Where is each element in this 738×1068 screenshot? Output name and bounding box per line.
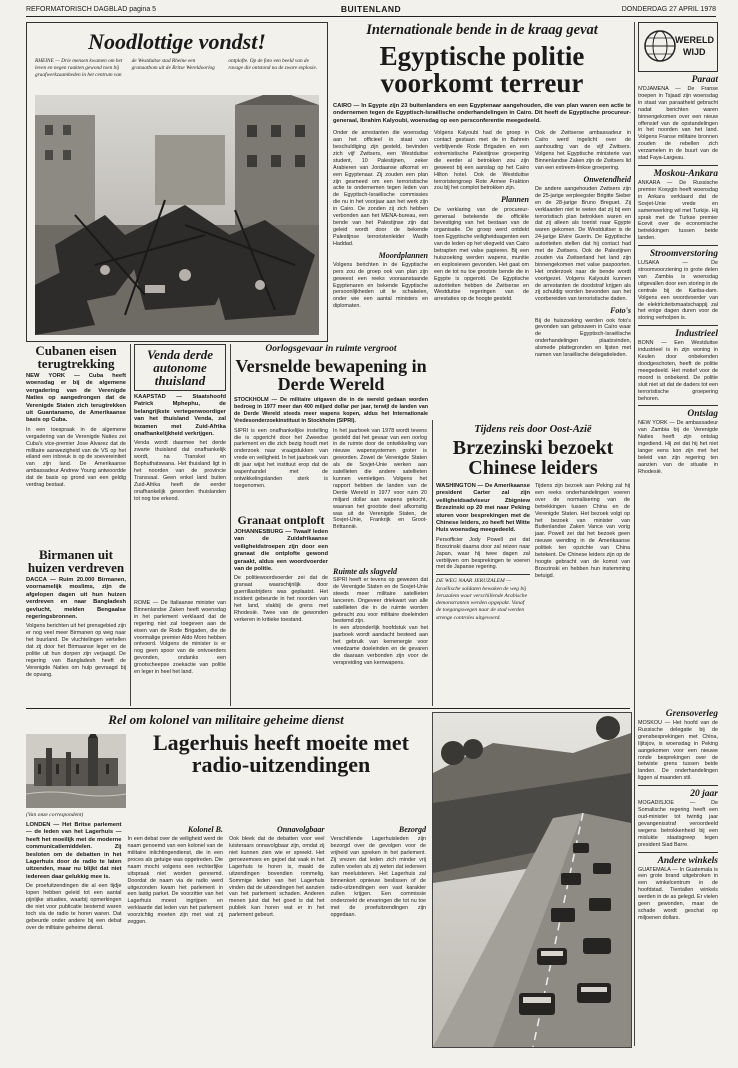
body: Volgens berichten uit het grensgebied zijn er nog veel meer Birmanen op weg naar het buurland. De vluchtelingen vertellen dat zij door het Birmaanse leger en de politie uit hun dorpen zijn verjaagd. De regering van Bangladesh heeft de Verenigde Naties om hulp gevraagd bij de opvang. [26, 623, 126, 678]
body-paragraph: De verklaring van de procureur-generaal betekende de officiële bevestiging van het bestaan van de organisatie. De groep werd ontdekt toen Egyptische veiligheidsagenten een van de leden op het vliegveld van Cairo betrapten met valse papieren. Bij een huiszoeking werden wapens, munitie en explosieven gevonden. [434, 206, 529, 268]
column-2 [128, 822, 224, 932]
body-paragraph: Volgens het rapport hebben de landen van de Derde Wereld in 1977 voor ruim 20 miljard dollar aan wapens gekocht, waarvan het grootste deel afkomstig was uit de Verenigde Staten, de Sovjet-Unie, Frankrijk en Groot-Brittannië. [333, 475, 427, 531]
subheading-onnavolgbaar: Onnavolgbaar [276, 825, 325, 834]
rail-body-moskou-ankara: ANKARA — De Russische premier Kosygin heeft woensdag in Ankara verklaard dat de Sovjet-Unie vrede en samenwerking wil met Turkije. Hij sprak met de Turkse premier Ecevit over de economische betrekkingen tussen beide landen. [638, 179, 718, 242]
article-lagerhuis [26, 712, 426, 1052]
body-paragraph: Bij de huiszoeking werden ook foto's gevonden van gebouwen in Caïro waar de Egyptisch-Israëlische onderhandelingen plaatsvinden, alsmede plattegronden en lijsten met namen van Israëlische delegatieleden. [535, 317, 631, 359]
subheading-onwetendheid: Onwetendheid [583, 174, 631, 184]
body-paragraph: Volgens Kalyoubi had de groep in contact gestaan met de in Bahrein verblijvende Rode Brigaden en een extremistische Palestijnse groepering die eerder al betrokken zou zijn geweest bij een aanslag op het Caïro Hilton hotel. Ook de Westduitse terroristengroep Rote Armee Fraktion zou bij het complot betrokken zijn. [434, 130, 529, 192]
lede: DACCA — Ruim 20.000 Birmanen, voornamelijk moslims, zijn de afgelopen dagen uit hun huizen verdreven en naar Bangladesh gevlucht, melden Bengaalse regeringsbronnen. [26, 577, 126, 621]
body-paragraph: De proefuitzendingen die al een tijdje lopen hebben geleid tot een aantal pijnlijke situaties, waarbij opmerkingen die niet voor publicatie bestemd waren toch via de radio te horen waren. Dat gebeurde onder andere bij een debat over de militaire geheime dienst. [26, 883, 122, 931]
headline: Brzezinski bezoekt Chinese leiders [452, 437, 614, 479]
body-paragraph: Ook de Zwitserse ambassadeur in Caïro werd ingelicht over de aanhouding van de vijf Zwitsers. Volgens het Egyptische ministerie van Binnenlandse Zaken zijn de Zwitsers lid van een extreem-linkse groepering. [535, 130, 631, 171]
rail-body-grensoverleg: MOSKOU — Het hoofd van de Russische delegatie bij de grensbesprekingen met China, Iljitsjov, is woensdag in Peking aangekomen voor een nieuwe ronde besprekingen over de betwiste grens tussen beide landen. De onderhandelingen liggen al maanden stil. [638, 720, 718, 782]
rail-heading-paraat: Paraat [691, 75, 718, 85]
headline: Lagerhuis heeft moeite met radio-uitzendingen [153, 730, 409, 777]
header-paper-name: REFORMATORISCH DAGBLAD pagina 5 [26, 6, 157, 13]
body: Venda wordt daarmee het derde zwarte thuisland dat onafhankelijk wordt, na Transkei en Bophuthatswana. Het thuisland ligt in het noorden van de provincie Transvaal. Geen enkel land buiten Zuid-Afrika heeft de eerder onafhankelijk geworden thuislanden tot nog toe erkend. [134, 440, 226, 502]
column-1 [436, 483, 530, 622]
article-rome-brief [134, 600, 226, 706]
road-traffic-photo [432, 712, 632, 1048]
headline: Granaat ontploft [237, 514, 325, 527]
rail-heading-grensoverleg: Grensoverleg [665, 709, 718, 719]
headline: Egyptische politie voorkomt terreur [379, 41, 585, 98]
body-paragraph: Tijdens zijn bezoek aan Peking zal hij een reeks onderhandelingen voeren over de normalisering van de betrekkingen tussen China en de Verenigde Staten. Het bezoek volgt op het bezoek van minister van Buitenlandse Zaken Vance van vorig jaar. [535, 483, 630, 538]
rail-body-paraat: N'DJAMENA — De Franse troepen in Tsjaad zijn woensdag in staat van paraatheid gebracht nadat berichten waren binnengekomen over een nieuw offensief van de opstandelingen in het noorden van het land. Volgens Franse militaire bronnen zouden de rebellen zich verzamelen in de buurt van de stad Faya-Largeau. [638, 86, 718, 162]
lede: JOHANNESBURG — Twaalf leden van de Zuidafrikaanse veiligheidstroepen zijn door een granaat die ontplofte gewond geraakt, aldus een woordvoerder van de politie. [234, 529, 328, 573]
body: ROME — De Italiaanse minister van Binnenlandse Zaken heeft woensdag in het parlement verklaard dat de regering niet zal toegeven aan de eisen van de Rode Brigaden, die de voormalige premier Aldo Moro hebben ontvoerd. Volgens de minister is er nog geen spoor van de ontvoerders gevonden, ondanks een grootscheepse zoekactie van politie en leger in heel het land. [134, 600, 226, 676]
column-1 [26, 822, 122, 932]
road-traffic-image [433, 713, 631, 1047]
body-paragraph: Het Lagerhuis zal binnenkort opnieuw beslissen of de radio-uitzendingen een vast karakter zullen krijgen. Een commissie onderzoekt de ervaringen die tot nu toe met de proefuitzendingen zijn opgedaan. [330, 870, 426, 919]
column-4 [331, 822, 427, 932]
parliament-photo [26, 734, 126, 808]
header-date: DONDERDAG 27 APRIL 1978 [621, 6, 716, 13]
lede: LONDEN — Het Britse parlement — de leden van het Lagerhuis — heeft het moeilijk met de moderne communicatiemiddelen. Zij besloten om de debatten in het Lagerhuis door de radio te laten uitzenden, maar nu blijkt dat niet iedereen daar gelukkig mee is. [26, 822, 122, 880]
subheading-ruimte: Ruimte als slagveld [333, 567, 397, 576]
body: De politiewoordvoerder zei dat de granaat waarschijnlijk door guerrillastrijders was geplaatst. Het incident gebeurde in het noorden van het land, vlakbij de grens met Rhodesië. Twee van de gewonden verkeren in kritieke toestand. [234, 575, 328, 623]
column-2 [535, 483, 630, 622]
body-paragraph: Doordat de naam via de radio werd uitgezonden kwam het parlement in een lastig parket. De voorzitter van het Lagerhuis moest ingrijpen en verklaarde dat leden van het parlement voorzichtig moeten zijn met wat zij zeggen. [127, 877, 223, 926]
subheading-moordplannen: Moordplannen [378, 250, 428, 260]
page-header [26, 4, 716, 17]
headline: Venda derde autonome thuisland [146, 347, 214, 388]
photo-caption: DE WEG NAAR JERUZALEM — Israëlische soldaten bewaken de weg bij Jeruzalem waar verschillende Arabische demonstranten werden opgepakt. Vanaf de toegangswegen naar de stad werden strenge controles uitgevoerd. [436, 578, 528, 621]
article-granaat [234, 514, 328, 704]
parliament-image [26, 734, 126, 808]
explosion-photo-image [35, 95, 319, 335]
headline: Versnelde bewapening in Derde Wereld [235, 356, 427, 394]
article-cubanen [26, 344, 126, 544]
rail-heading-industrieel: Industrieel [675, 329, 718, 340]
logo-text-wijd: WIJD [683, 47, 706, 57]
headline: Birmanen uit huizen verdreven [27, 548, 125, 575]
subheading-fotos: Foto's [610, 306, 631, 316]
subheading-kolonel: Kolonel B. [187, 825, 223, 834]
rail-heading-moskou-ankara: Moskou-Ankara [653, 168, 718, 179]
subheading-bezorgd: Bezorgd [398, 825, 426, 834]
rail-body-industrieel: BONN — Een Westduitse industrieel is in zijn woning in Keulen door onbekenden doodgeschoten, heeft de politie meegedeeld. Het motief voor de moord is onbekend. De politie sluit niet uit dat de daders tot een terroristische groepering behoren. [638, 340, 718, 402]
body-paragraph: In een debat over de veiligheid werd de naam genoemd van een kolonel van de militaire inlichtingendienst, die in een proces als getuige was opgetreden. Die naam mocht volgens een rechterlijke uitspraak niet worden genoemd. [127, 836, 223, 877]
column-3 [535, 130, 631, 390]
column-3 [229, 822, 325, 932]
body-paragraph: SIPRI is een onafhankelijke instelling die is opgericht door het Zweedse parlement en die zich bezig houdt met onderzoek naar vraagstukken van vrede en veiligheid. In het jaarboek van dit jaar wijst het instituut erop dat de wapenhandel met de ontwikkelingslanden sterk is toegenomen. [234, 427, 328, 489]
kicker: Internationale bende in de kraag gevat [366, 22, 598, 38]
body-paragraph: Het onderzoek naar de bende wordt voortgezet. Volgens Kalyoubi kunnen de arrestanten de doodstraf krijgen als zij schuldig worden bevonden aan het voorbereiden van terroristische daden. [535, 268, 631, 303]
right-news-rail-lower [638, 706, 718, 1046]
rail-heading-andere-winkels: Andere winkels [657, 855, 718, 866]
rail-body-andere-winkels: GUATEMALA — In Guatemala is een grote brand uitgebroken in een winkelcentrum in de hoofdstad. Tientallen winkels werden in de as gelegd. Er vielen geen gewonden, maar de schade wordt geschat op miljoenen dollars. [638, 866, 718, 921]
article-birmanen [26, 548, 126, 708]
article-noodlottige-vondst [26, 22, 328, 342]
kicker: Rel om kolonel van militaire geheime dienst [108, 712, 344, 727]
body-paragraph: De andere aangehouden Zwitsers zijn de 25-jarige verpleegster Brigitte Sieber en de 28-jarige Bruno Breguet. Zij verklaarden niet te weten dat zij bij een terroristisch plan betrokken waren en dat zij alleen als toerist naar Egypte waren gekomen. [535, 185, 631, 234]
lede: NEW YORK — Cuba heeft woensdag er bij de algemene vergadering van de Verenigde Naties op aangedrongen dat de Verenigde Staten zich terugtrekken uit Guantanamo, de Amerikaanse basis op Cuba. [26, 373, 126, 424]
body-paragraph: Persofficier Jody Powell zei dat Brzezinski daarna door zal reizen naar Japan, waar hij twee dagen zal verblijven om besprekingen te voeren met de Japanse regering. [436, 536, 530, 571]
body-paragraph: De Westduitser is de 24-jarige Elvire Guerin. De Egyptische autoriteiten stellen dat hij contact had met de Zwitsers. Ook de Palestijnen zouden via Zwitserland het land zijn binnengekomen met valse paspoorten. [535, 227, 631, 268]
lede: WASHINGTON — De Amerikaanse president Carter zal zijn veiligheidsadviseur Zbigniew Brzezinski op 20 mei naar Peking sturen voor besprekingen met de Chinese leiders, zo heeft het Witte Huis woensdag meegedeeld. [436, 483, 531, 534]
correspondent-line: (Van onze correspondent) [26, 812, 84, 818]
body-paragraph: Sommige leden van het Lagerhuis vinden dat de uitzendingen het aanzien van het parlement schaden. Anderen menen juist dat het goed is dat het publiek kan horen wat er in het parlement gebeurt. [229, 877, 325, 919]
column-2 [333, 428, 427, 532]
article-derde-wereld [234, 344, 428, 706]
logo-text-wereld: WERELD [675, 35, 714, 45]
kicker: Oorlogsgevaar in ruimte vergroot [265, 344, 397, 354]
body-paragraph: Onder de arrestanten die woensdag aan het officieel in staat van beschuldiging zijn gesteld, bevinden zich vijf Zwitsers, een Westduitse student, 10 Palestijnen, zeker Arabieren van Jordaanse afkomst en een Egyptenaar. Zij zouden een plan zijn gesmeed om een terroristische actie te ondernemen tegen leden van de Egyptisch-Israëlische commissies die nu in het voorjaar aan het werk zijn in Cairo. De zonden zij zich hebben verbonden aan het MENA-bureau, een bende van het Palestijnse zijn dat geleid wordt door de bekende Palestijnse terroristenleider Wadih Haddad. [333, 130, 428, 247]
rail-body-stroomverstoring: LUSAKA — De stroomvoorziening in grote delen van Zambia is woensdag uitgevallen door een storing in de centrale bij de Kariba-dam. Volgens een woordvoerder van de elektriciteitsmaatschappij zal het enige dagen duren voor de storing verholpen is. [638, 260, 718, 322]
article-brzezinski [436, 424, 630, 706]
column-2 [434, 130, 529, 390]
right-news-rail [638, 22, 718, 702]
headline: Cubanen eisen terugtrekking [35, 344, 117, 371]
body-paragraph: Het gaat om een de tot nu toe grootste bende die in Egypte is opgerold. De Egyptische autoriteiten hebben de Zwitserse en Westduitse regeringen van de arrestaties op de hoogte gesteld. [434, 261, 529, 303]
body-paragraph: In het jaarboek van 1978 wordt tevens gesteld dat het gevaar van een oorlog in de ruimte door de ontwikkeling van nieuwe wapensystemen groter is geworden. Zowel de Verenigde Staten als de Sovjet-Unie werken aan satellieten die andere satellieten kunnen vernietigen. [333, 427, 427, 482]
lede: KAAPSTAD — Staatshoofd Patrick Mphephu, de belangrijkste vertegenwoordiger van het thuisland Venda, zal tezamen met Zuid-Afrika onafhankelijkheid verkrijgen. [134, 394, 226, 438]
body-paragraph: Volgens berichten in de Egyptische pers zou de groep ook van plan zijn geweest een reeks vooraanstaande Egyptenaren en bekende Egyptische persoonlijkheden uit te schakelen, onder wie een aantal ministers en diplomaten. [333, 261, 428, 310]
photo-caption: RHEINE — Drie mensen kwamen om het leven en negen raakten gewond toen bij graafwerkzaamheden in het centrum van de Westduitse stad Rheine een granaatbom uit de Britse Wereldoorlog ontplofte. Op de foto een beeld van de ravage die ontstond na de zware explosie. [35, 58, 318, 78]
body-paragraph: In een afzonderlijk hoofdstuk van het jaarboek wordt aandacht besteed aan het gebruik van kernenergie voor vreedzame doeleinden en de gevaren die daaraan verbonden zijn voor de verspreiding van kernwapens. [333, 625, 428, 666]
header-section: BUITENLAND [340, 4, 402, 14]
body-paragraph: Ook bleek dat de debatten voor veel luisteraars onnavolgbaar zijn, omdat zij niet kunnen zien wie er spreekt. Het geroezemoes en gejoel dat vaak in het Lagerhuis te horen is, maakt de uitzendingen bovendien rommelig. [229, 836, 325, 877]
body: In een toespraak in de algemene vergadering van de Verenigde Naties zei Cuba's vice-premier Jose Alvarez dat de militaire aanwezigheid van de VS op het eiland een inbreuk is op de soevereiniteit van zijn land. De Amerikaanse ambassadeur Andrew Young antwoordde dat de basis op grond van een geldig verdrag bestaat. [26, 426, 126, 489]
rail-body-20-jaar: MOGADISJOE — De Somalische regering heeft een oud-minister tot twintig jaar gevangenisstraf veroordeeld wegens betrokkenheid bij een mislukte staatsgreep tegen president Siad Barre. [638, 800, 718, 848]
rail-heading-ontslag: Ontslag [687, 409, 718, 420]
lede: STOCKHOLM — De militaire uitgaven die in de wereld gedaan worden bedroeg in 1977 meer dan 400 miljard dollar per jaar, terwijl de landen van de Derde Wereld steeds meer wapens kopen, aldus het Internationale Vredesonderzoekinstituut in Stockholm (SIPRI). [234, 397, 428, 424]
explosion-photo [35, 95, 319, 335]
body-paragraph: Verschillende Lagerhuisleden zijn bezorgd over de gevolgen voor de vrijheid van spreken in het parlement. Zij vrezen dat leden zich minder vrij zullen voelen als zij weten dat iedereen kan meeluisteren. [330, 836, 426, 877]
body-paragraph: SIPRI heeft er tevens op gewezen dat de Verenigde Staten en de Sovjet-Unie steeds meer militaire satellieten lanceren. Ongeveer driekwart van alle satellieten die in de ruimte worden gebracht zou voor militaire doeleinden bestemd zijn. [333, 577, 428, 625]
globe-icon [643, 29, 677, 63]
rail-body-ontslag: NEW YORK — De ambassadeur van Zambia bij de Verenigde Naties heeft zijn ontslag ingediend. Hij zei dat hij het niet langer eens kon zijn met het beleid van zijn regering ten aanzien van de situatie in Rhodesië. [638, 420, 718, 475]
article-venda [134, 344, 226, 594]
rail-heading-20-jaar: 20 jaar [690, 789, 718, 800]
headline: Noodlottige vondst! [88, 29, 266, 54]
rail-heading-stroomverstoring: Stroomverstoring [649, 249, 718, 260]
wereld-wijd-logo [638, 22, 718, 72]
body-paragraph: Powell zei dat het bezoek geen nieuwe wending in de Amerikaanse politiek ten opzichte van China betekent. De Chinese leiders zijn op de hoogte gebracht van de komst van Brzezinski en hebben hun instemming betuigd. [535, 531, 630, 579]
kicker: Tijdens reis door Oost-Azië [474, 424, 592, 435]
headline-box [134, 344, 226, 391]
subheading-plannen: Plannen [500, 195, 529, 205]
derde-wereld-continued [333, 564, 428, 704]
lede: CAIRO — In Egypte zijn 23 buitenlanders en een Egyptenaar aangehouden, die van plan waren een actie te ondernemen tegen de Egyptisch-Israëlische onderhandelingen in Cairo. Dit heeft de Egyptische procureur-generaal, Ibrahim Kalyoubi, woensdag op een persconferentie meegedeeld. [333, 103, 631, 124]
